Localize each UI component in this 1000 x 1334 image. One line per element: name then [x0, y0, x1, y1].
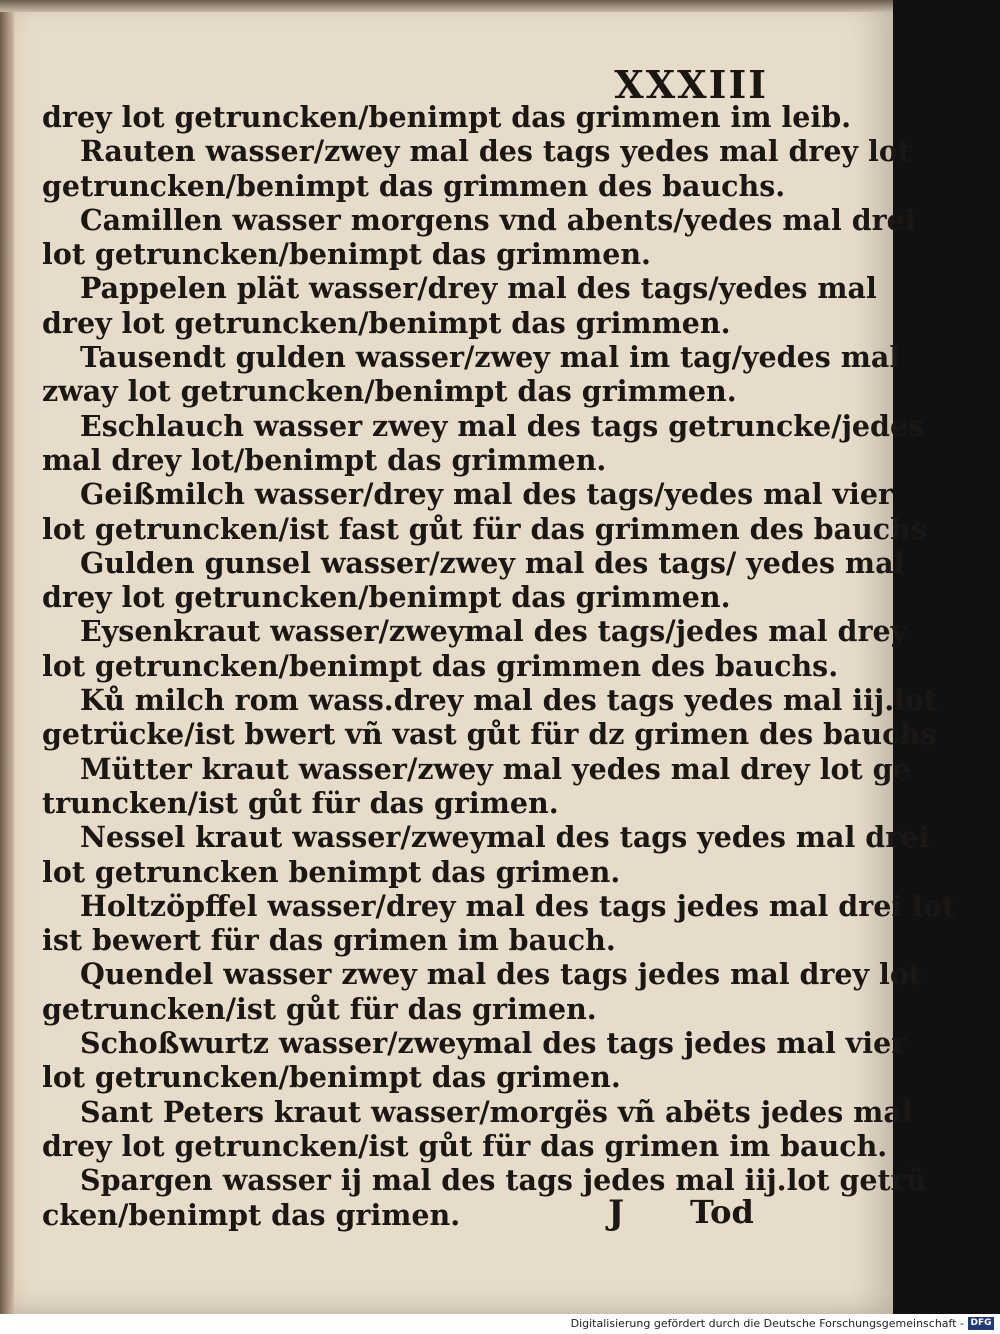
text-line: getrücke/ist bwert vñ vast gůt für dz grimen des bauchs [42, 717, 937, 752]
text-line: Quendel wasser zwey mal des tags jedes mal drey lot [80, 957, 923, 992]
text-line: Ků milch rom wass.drey mal des tags yedes mal iij.lot [80, 683, 938, 718]
text-line: Eysenkraut wasser/zweymal des tags/jedes mal drey [80, 614, 908, 649]
text-line: Schoßwurtz wasser/zweymal des tags jedes mal vier [80, 1026, 907, 1061]
text-line: drey lot getruncken/benimpt das grimmen. [42, 580, 731, 615]
text-line: lot getruncken benimpt das grimen. [42, 854, 621, 889]
text-line: lot getruncken/benimpt das grimmen des bauchs. [42, 648, 839, 683]
text-line: Rauten wasser/zwey mal des tags yedes mal drey lot [80, 134, 912, 169]
text-line: Gulden gunsel wasser/zwey mal des tags/ yedes mal [80, 545, 905, 580]
text-block [42, 100, 956, 1232]
text-line: truncken/ist gůt für das grimen. [42, 785, 559, 820]
funding-credit: Digitalisierung gefördert durch die Deutsche Forschungsgemeinschaft - [570, 1317, 964, 1330]
text-line: getruncken/benimpt das grimmen des bauchs. [42, 168, 786, 203]
text-line: Camillen wasser morgens vnd abents/yedes mal drei [80, 202, 916, 237]
text-line: Pappelen plät wasser/drey mal des tags/yedes mal [80, 271, 877, 306]
page-binding [0, 0, 14, 1314]
text-line: getruncken/ist gůt für das grimen. [42, 991, 597, 1026]
text-line: Nessel kraut wasser/zweymal des tags yedes mal drei [80, 820, 930, 855]
text-line: Sant Peters kraut wasser/morgës vñ abëts jedes mal [80, 1094, 913, 1129]
text-line: Mütter kraut wasser/zwey mal yedes mal drey lot ge [80, 751, 911, 786]
dfg-logo: DFG [968, 1317, 994, 1330]
text-line: Holtzöpffel wasser/drey mal des tags jedes mal drei lot [80, 888, 956, 923]
text-line: lot getruncken/benimpt das grimmen. [42, 237, 651, 272]
catchword: Tod [690, 1193, 754, 1231]
page-top-edge [0, 0, 893, 12]
text-line: lot getruncken/benimpt das grimen. [42, 1060, 621, 1095]
text-line: Geißmilch wasser/drey mal des tags/yedes mal vier [80, 477, 894, 512]
text-line: ist bewert für das grimen im bauch. [42, 923, 616, 958]
signature-mark: J [608, 1193, 625, 1233]
text-line: mal drey lot/benimpt das grimmen. [42, 442, 607, 477]
text-line: zway lot getruncken/benimpt das grimmen. [42, 374, 737, 409]
footer-bar [0, 1314, 1000, 1334]
text-line: lot getruncken/ist fast gůt für das grimmen des bauchs [42, 511, 927, 546]
text-line: Eschlauch wasser zwey mal des tags getruncke/jedes [80, 408, 925, 443]
text-line: cken/benimpt das grimen. [42, 1197, 461, 1232]
text-line: drey lot getruncken/benimpt das grimmen. [42, 305, 731, 340]
text-line: Tausendt gulden wasser/zwey mal im tag/yedes mal [80, 340, 901, 375]
text-line: drey lot getruncken/benimpt das grimmen im leib. [42, 100, 852, 134]
folio-number: XXXIII [614, 62, 768, 107]
text-line: drey lot getruncken/ist gůt für das grimen im bauch. [42, 1128, 888, 1163]
text-line: Spargen wasser ij mal des tags jedes mal iij.lot getrü [80, 1163, 927, 1198]
